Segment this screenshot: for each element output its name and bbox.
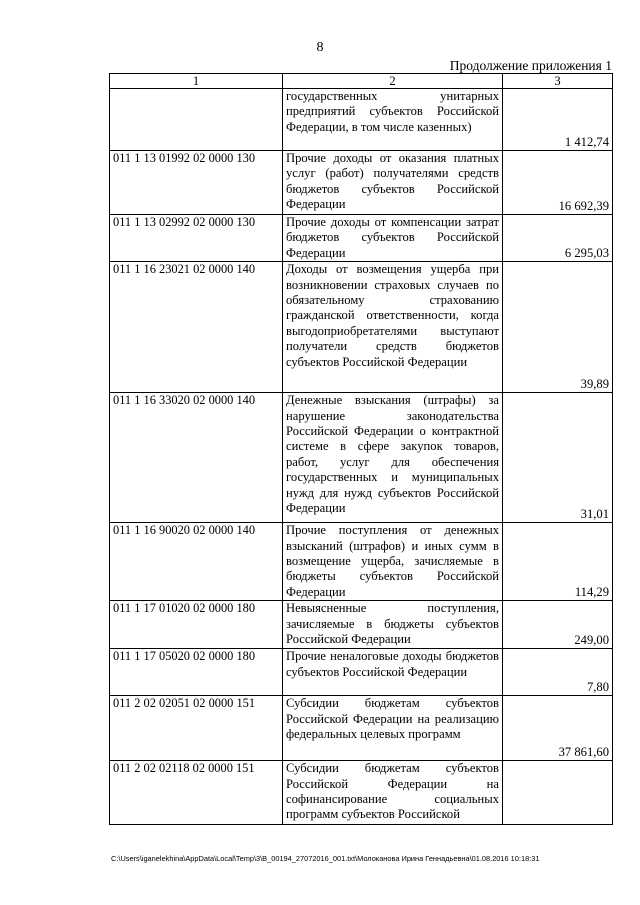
table-row bbox=[110, 89, 613, 151]
table-row bbox=[110, 761, 613, 825]
column-header: 2 bbox=[283, 74, 503, 89]
table-row bbox=[110, 215, 613, 262]
table-row bbox=[110, 649, 613, 696]
revenue-description: Субсидии бюджетам субъектов Российской Федерации на реализацию федеральных целевых программ bbox=[283, 696, 503, 761]
revenue-description: Прочие доходы от компенсации затрат бюджетов субъектов Российской Федерации bbox=[283, 215, 503, 262]
revenue-description: Прочие неналоговые доходы бюджетов субъектов Российской Федерации bbox=[283, 649, 503, 696]
amount-value: 31,01 bbox=[503, 393, 613, 523]
budget-code: 011 1 16 23021 02 0000 140 bbox=[110, 262, 283, 393]
amount-value bbox=[503, 761, 613, 825]
budget-code: 011 1 16 33020 02 0000 140 bbox=[110, 393, 283, 523]
budget-code: 011 2 02 02051 02 0000 151 bbox=[110, 696, 283, 761]
amount-value: 7,80 bbox=[503, 649, 613, 696]
footer-file-path: C:\Users\iganelekhina\AppData\Local\Temp\3\B_00194_27072016_001.txt\Молоканова Ирина Геннадьевна\01.08.2016 10:18:31 bbox=[111, 854, 540, 863]
budget-code: 011 1 17 01020 02 0000 180 bbox=[110, 601, 283, 649]
amount-value: 39,89 bbox=[503, 262, 613, 393]
revenue-description: Прочие поступления от денежных взысканий (штрафов) и иных сумм в возмещение ущерба, зачисляемые в бюджеты субъектов Российской Федерации bbox=[283, 523, 503, 601]
table-row bbox=[110, 523, 613, 601]
budget-code: 011 1 13 01992 02 0000 130 bbox=[110, 151, 283, 215]
page-number: 8 bbox=[316, 40, 324, 55]
table-row bbox=[110, 151, 613, 215]
amount-value: 37 861,60 bbox=[503, 696, 613, 761]
revenue-description: Денежные взыскания (штрафы) за нарушение законодательства Российской Федерации о контрактной системе в сфере закупок товаров, работ, услуг для обеспечения государственных и муниципальных нужд для нужд субъектов Российской Федерации bbox=[283, 393, 503, 523]
column-header: 1 bbox=[110, 74, 283, 89]
budget-code: 011 1 13 02992 02 0000 130 bbox=[110, 215, 283, 262]
revenue-description: Прочие доходы от оказания платных услуг (работ) получателями средств бюджетов субъектов Российской Федерации bbox=[283, 151, 503, 215]
table-row bbox=[110, 393, 613, 523]
revenue-description: Доходы от возмещения ущерба при возникновении страховых случаев по обязательному страхованию гражданской ответственности, когда выгодоприобретателями выступают получатели средств бюджетов субъектов Российской Федерации bbox=[283, 262, 503, 393]
budget-table bbox=[109, 73, 613, 825]
budget-code: 011 1 17 05020 02 0000 180 bbox=[110, 649, 283, 696]
table-row bbox=[110, 262, 613, 393]
table-row bbox=[110, 696, 613, 761]
continuation-label: Продолжение приложения 1 bbox=[449, 58, 612, 73]
revenue-description: Субсидии бюджетам субъектов Российской Федерации на софинансирование социальных программ субъектов Российской bbox=[283, 761, 503, 825]
budget-code: 011 1 16 90020 02 0000 140 bbox=[110, 523, 283, 601]
amount-value: 6 295,03 bbox=[503, 215, 613, 262]
column-header: 3 bbox=[503, 74, 613, 89]
amount-value: 249,00 bbox=[503, 601, 613, 649]
amount-value: 114,29 bbox=[503, 523, 613, 601]
table-header-row bbox=[110, 74, 613, 89]
budget-code: 011 2 02 02118 02 0000 151 bbox=[110, 761, 283, 825]
amount-value: 1 412,74 bbox=[503, 89, 613, 151]
budget-code bbox=[110, 89, 283, 151]
revenue-description: Невыясненные поступления, зачисляемые в бюджеты субъектов Российской Федерации bbox=[283, 601, 503, 649]
table-row bbox=[110, 601, 613, 649]
revenue-description: государственных унитарных предприятий субъектов Российской Федерации, в том числе казенных) bbox=[283, 89, 503, 151]
amount-value: 16 692,39 bbox=[503, 151, 613, 215]
